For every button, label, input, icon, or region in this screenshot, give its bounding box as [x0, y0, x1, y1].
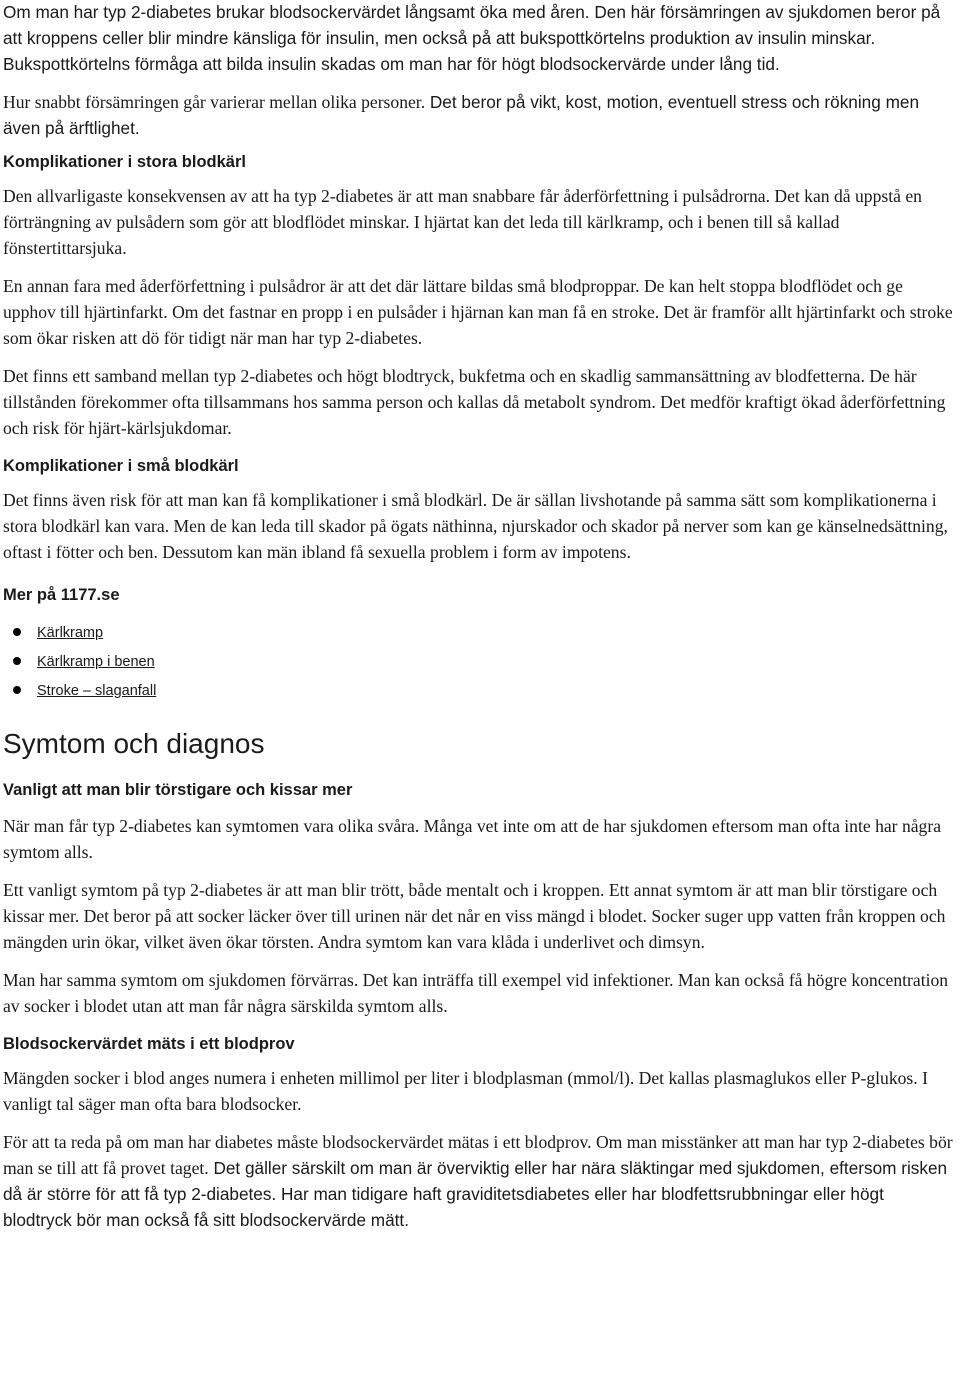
link-karlkramp[interactable]: Kärlkramp: [37, 625, 104, 641]
list-item: [3, 676, 956, 705]
heading-small-vessels: Komplikationer i små blodkärl: [3, 457, 239, 475]
link-stroke[interactable]: Stroke – slaganfall: [37, 683, 157, 699]
symptoms-paragraph-3: Man har samma symtom om sjukdomen förvärras. Det kan inträffa till exempel vid infektioner. Man kan också få högre koncentration av socker i blodet utan att man får några särskilda symtom alls.: [3, 970, 949, 1016]
heading-large-vessels: Komplikationer i stora blodkärl: [3, 153, 246, 171]
bullet-icon: [13, 657, 21, 665]
related-links-list: [3, 618, 956, 705]
link-karlkramp-i-benen[interactable]: Kärlkramp i benen: [37, 654, 155, 670]
blood-test-paragraph-2: [3, 1129, 956, 1233]
large-vessels-paragraph-2: En annan fara med åderförfettning i pulsådror är att det där lättare bildas små blodproppar. De kan helt stoppa blodflödet och ge upphov till hjärtinfarkt. Om det fastnar en propp i en pulsåder i hjärnan kan man få en stroke. Det är framför allt hjärtinfarkt och stroke som ökar risken att dö för tidigt när man har typ 2-diabetes.: [3, 276, 953, 348]
heading-more-on-1177: Mer på 1177.se: [3, 586, 120, 604]
intro-paragraph-2: [3, 89, 956, 141]
list-item: [3, 647, 956, 676]
heading-thirst: Vanligt att man blir törstigare och kissar mer: [3, 781, 353, 799]
page-title-symptoms: Symtom och diagnos: [3, 728, 265, 759]
bullet-icon: [13, 628, 21, 636]
intro-paragraph-2-part-1: Hur snabbt försämringen går varierar mellan olika personer.: [3, 92, 426, 112]
heading-blood-test: Blodsockervärdet mäts i ett blodprov: [3, 1035, 295, 1053]
intro-paragraph-1: Om man har typ 2-diabetes brukar blodsockervärdet långsamt öka med åren. Den här försämringen av sjukdomen beror på att kroppens celler blir mindre känsliga för insulin, men också på att bukspottkörtelns produktion av insulin minskar. Bukspottkörtelns förmåga att bilda insulin skadas om man har för högt blodsockervärde under lång tid.: [3, 2, 941, 74]
bullet-icon: [13, 686, 21, 694]
intro-paragraph-2-part-2: Det beror på vikt, kost, motion, eventuell stress och rökning men även på ärftlighet.: [3, 92, 919, 138]
blood-test-paragraph-2-part-1: För att ta reda på om man har diabetes måste blodsockervärdet mätas i ett blodprov. Om man misstänker att man har typ 2-diabetes bör man se till att få provet taget.: [3, 1132, 953, 1178]
blood-test-paragraph-2-part-2: Det gäller särskilt om man är överviktig eller har nära släktingar med sjukdomen, eftersom risken då är större för att få typ 2-diabetes. Har man tidigare haft graviditetsdiabetes eller har blodfettsrubbningar eller högt blodtryck bör man också få sitt blodsockervärde mätt.: [3, 1158, 948, 1230]
large-vessels-paragraph-1: Den allvarligaste konsekvensen av att ha typ 2-diabetes är att man snabbare får åderförfettning i pulsådrorna. Det kan då uppstå en förträngning av pulsådern som gör att blodflödet minskar. I hjärtat kan det leda till kärlkramp, och i benen till så kallad fönstertittarsjuka.: [3, 186, 922, 258]
symptoms-paragraph-2: Ett vanligt symtom på typ 2-diabetes är att man blir trött, både mentalt och i kroppen. Ett annat symtom är att man blir törstigare och kissar mer. Det beror på att socker läcker över till urinen när det når en viss mängd i blodet. Socker suger upp vatten från kroppen och mängden urin ökar, vilket även ökar törsten. Andra symtom kan vara klåda i underlivet och dimsyn.: [3, 880, 946, 952]
large-vessels-paragraph-3: Det finns ett samband mellan typ 2-diabetes och högt blodtryck, bukfetma och en skadlig sammansättning av blodfetterna. De här tillstånden förekommer ofta tillsammans hos samma person och kallas då metabolt syndrom. Det medför kraftigt ökad åderförfettning och risk för hjärt-kärlsjukdomar.: [3, 366, 946, 438]
symptoms-paragraph-1: När man får typ 2-diabetes kan symtomen vara olika svåra. Många vet inte om att de har sjukdomen eftersom man ofta inte har några symtom alls.: [3, 816, 942, 862]
blood-test-paragraph-1: Mängden socker i blod anges numera i enheten millimol per liter i blodplasman (mmol/l). Det kallas plasmaglukos eller P-glukos. I vanligt tal säger man ofta bara blodsocker.: [3, 1068, 928, 1114]
list-item: [3, 618, 956, 647]
small-vessels-paragraph-1: Det finns även risk för att man kan få komplikationer i små blodkärl. De är sällan livshotande på samma sätt som komplikationerna i stora blodkärl kan vara. Men de kan leda till skador på ögats näthinna, njurskador och skador på nerver som kan ge känselnedsättning, oftast i fötter och ben. Dessutom kan män ibland få sexuella problem i form av impotens.: [3, 490, 948, 562]
